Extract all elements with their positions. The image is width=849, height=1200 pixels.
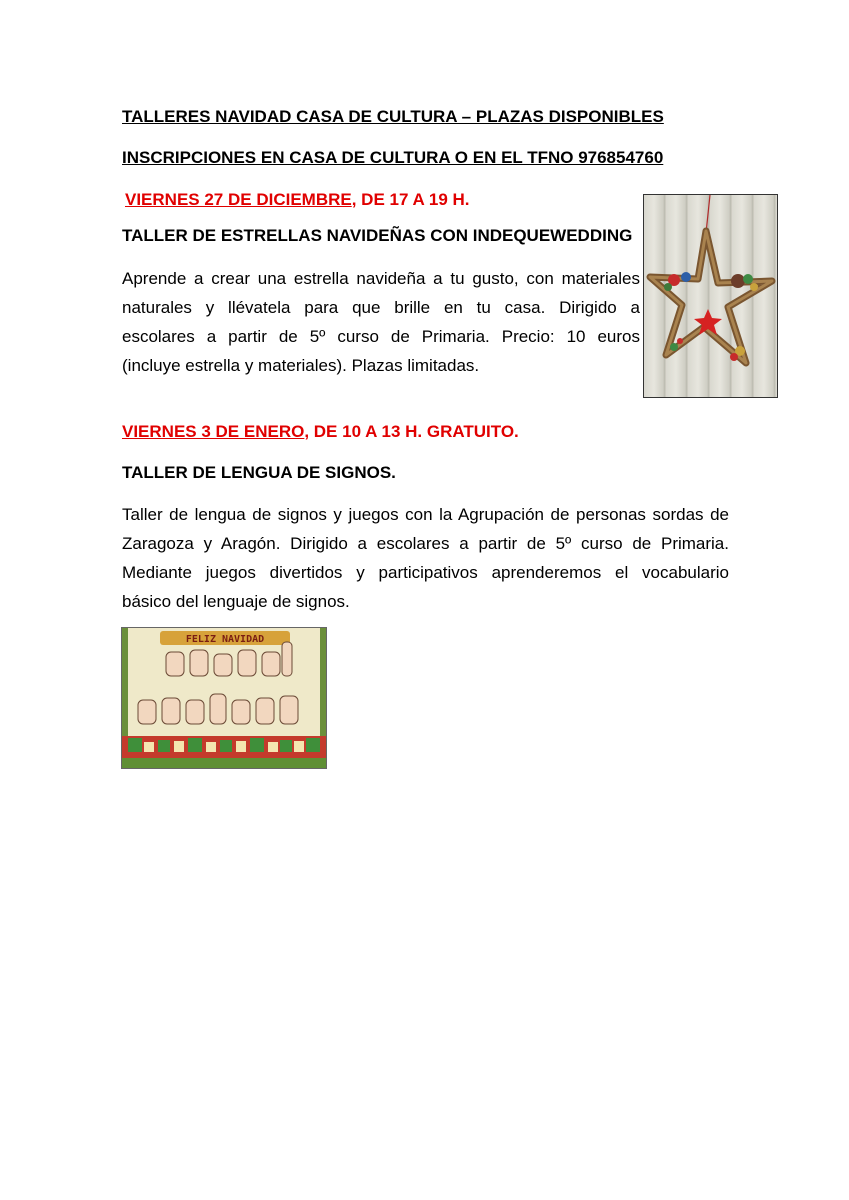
sign-card-banner: FELIZ NAVIDAD: [185, 634, 265, 645]
event1-title: TALLER DE ESTRELLAS NAVIDEÑAS CON INDEQUEWEDDING: [122, 226, 633, 245]
event2-title: TALLER DE LENGUA DE SIGNOS.: [122, 463, 396, 482]
sign-language-card: [121, 627, 327, 769]
event2-date: VIERNES 3 DE ENERO: [122, 422, 305, 441]
event1-line: escolares a partir de 5º curso de Primaria. Precio: 10 euros: [122, 327, 640, 346]
event1-description: [122, 264, 640, 380]
christmas-star-photo: [643, 194, 778, 398]
event2-line: Taller de lengua de signos y juegos con la Agrupación de personas sordas de: [122, 505, 729, 524]
event2-line: Zaragoza y Aragón. Dirigido a escolares a partir de 5º curso de Primaria.: [122, 534, 729, 553]
event1-line: naturales y llévatela para que brille en tu casa. Dirigido a: [122, 298, 640, 317]
event2-time: , DE 10 A 13 H. GRATUITO.: [304, 422, 519, 441]
event1-line: Aprende a crear una estrella navideña a tu gusto, con materiales: [122, 269, 640, 288]
page-subtitle: INSCRIPCIONES EN CASA DE CULTURA O EN EL TFNO 976854760: [122, 148, 664, 167]
event1-line: (incluye estrella y materiales). Plazas limitadas.: [122, 356, 480, 375]
event2-line: básico del lenguaje de signos.: [122, 592, 350, 611]
event1-datetime: [125, 189, 470, 211]
page-title: TALLERES NAVIDAD CASA DE CULTURA – PLAZAS DISPONIBLES: [122, 107, 664, 126]
event2-description: [122, 500, 729, 616]
sign-language-image: [122, 628, 326, 768]
star-wreath-image: [644, 195, 777, 397]
event1-date: VIERNES 27 DE DICIEMBRE: [125, 190, 352, 209]
event1-time: , DE 17 A 19 H.: [351, 190, 470, 209]
event2-line: Mediante juegos divertidos y participativos aprenderemos el vocabulario: [122, 563, 729, 582]
event2-datetime: [122, 421, 519, 443]
